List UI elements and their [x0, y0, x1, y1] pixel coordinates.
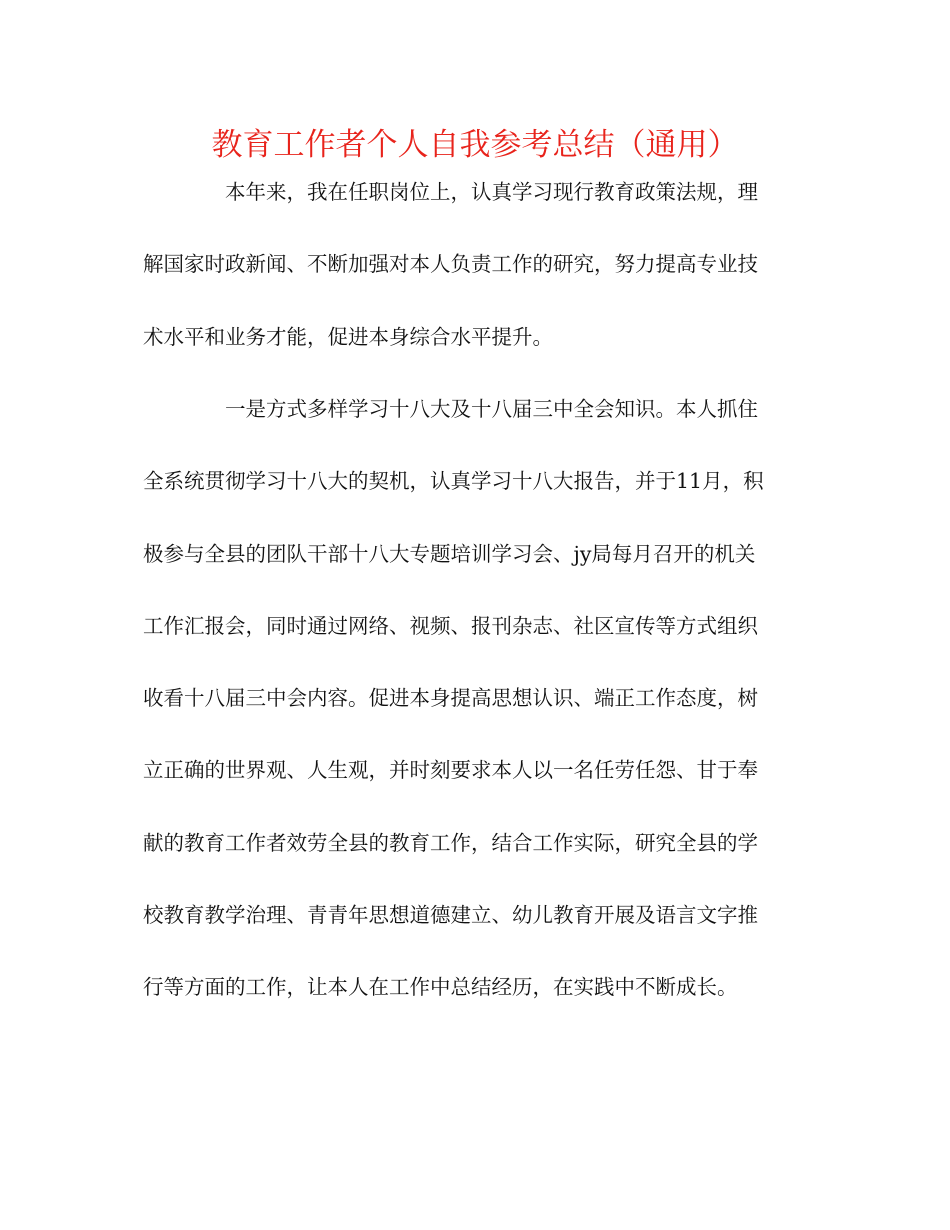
paragraph-line: 立正确的世界观、人生观，并时刻要求本人以一名任劳任怨、甘于奉	[143, 758, 758, 783]
paragraph-line: 本年来，我在任职岗位上，认真学习现行教育政策法规，理	[225, 180, 758, 204]
paragraph-intro	[143, 156, 807, 373]
paragraph-line: 行等方面的工作，让本人在工作中总结经历，在实践中不断成长。	[143, 975, 738, 1000]
paragraph-line: 献的教育工作者效劳全县的教育工作，结合工作实际，研究全县的学	[143, 830, 758, 855]
paragraph-study	[143, 373, 807, 1024]
document-title: 教育工作者个人自我参考总结（通用）	[211, 127, 739, 163]
paragraph-line: 收看十八届三中会内容。促进本身提高思想认识、端正工作态度，树	[143, 686, 758, 711]
paragraph-line: 工作汇报会，同时通过网络、视频、报刊杂志、社区宣传等方式组织	[143, 613, 758, 638]
paragraph-line: 全系统贯彻学习十八大的契机，认真学习十八大报告，并于11月，积	[143, 469, 764, 494]
paragraph-line: 校教育教学治理、青青年思想道德建立、幼儿教育开展及语言文字推	[143, 903, 758, 928]
paragraph-line: 一是方式多样学习十八大及十八届三中全会知识。本人抓住	[225, 397, 758, 421]
paragraph-line: 极参与全县的团队干部十八大专题培训学习会、jy局每月召开的机关	[143, 541, 756, 566]
paragraph-line: 术水平和业务才能，促进本身综合水平提升。	[143, 324, 553, 349]
paragraph-line: 解国家时政新闻、不断加强对本人负责工作的研究，努力提高专业技	[143, 252, 758, 277]
